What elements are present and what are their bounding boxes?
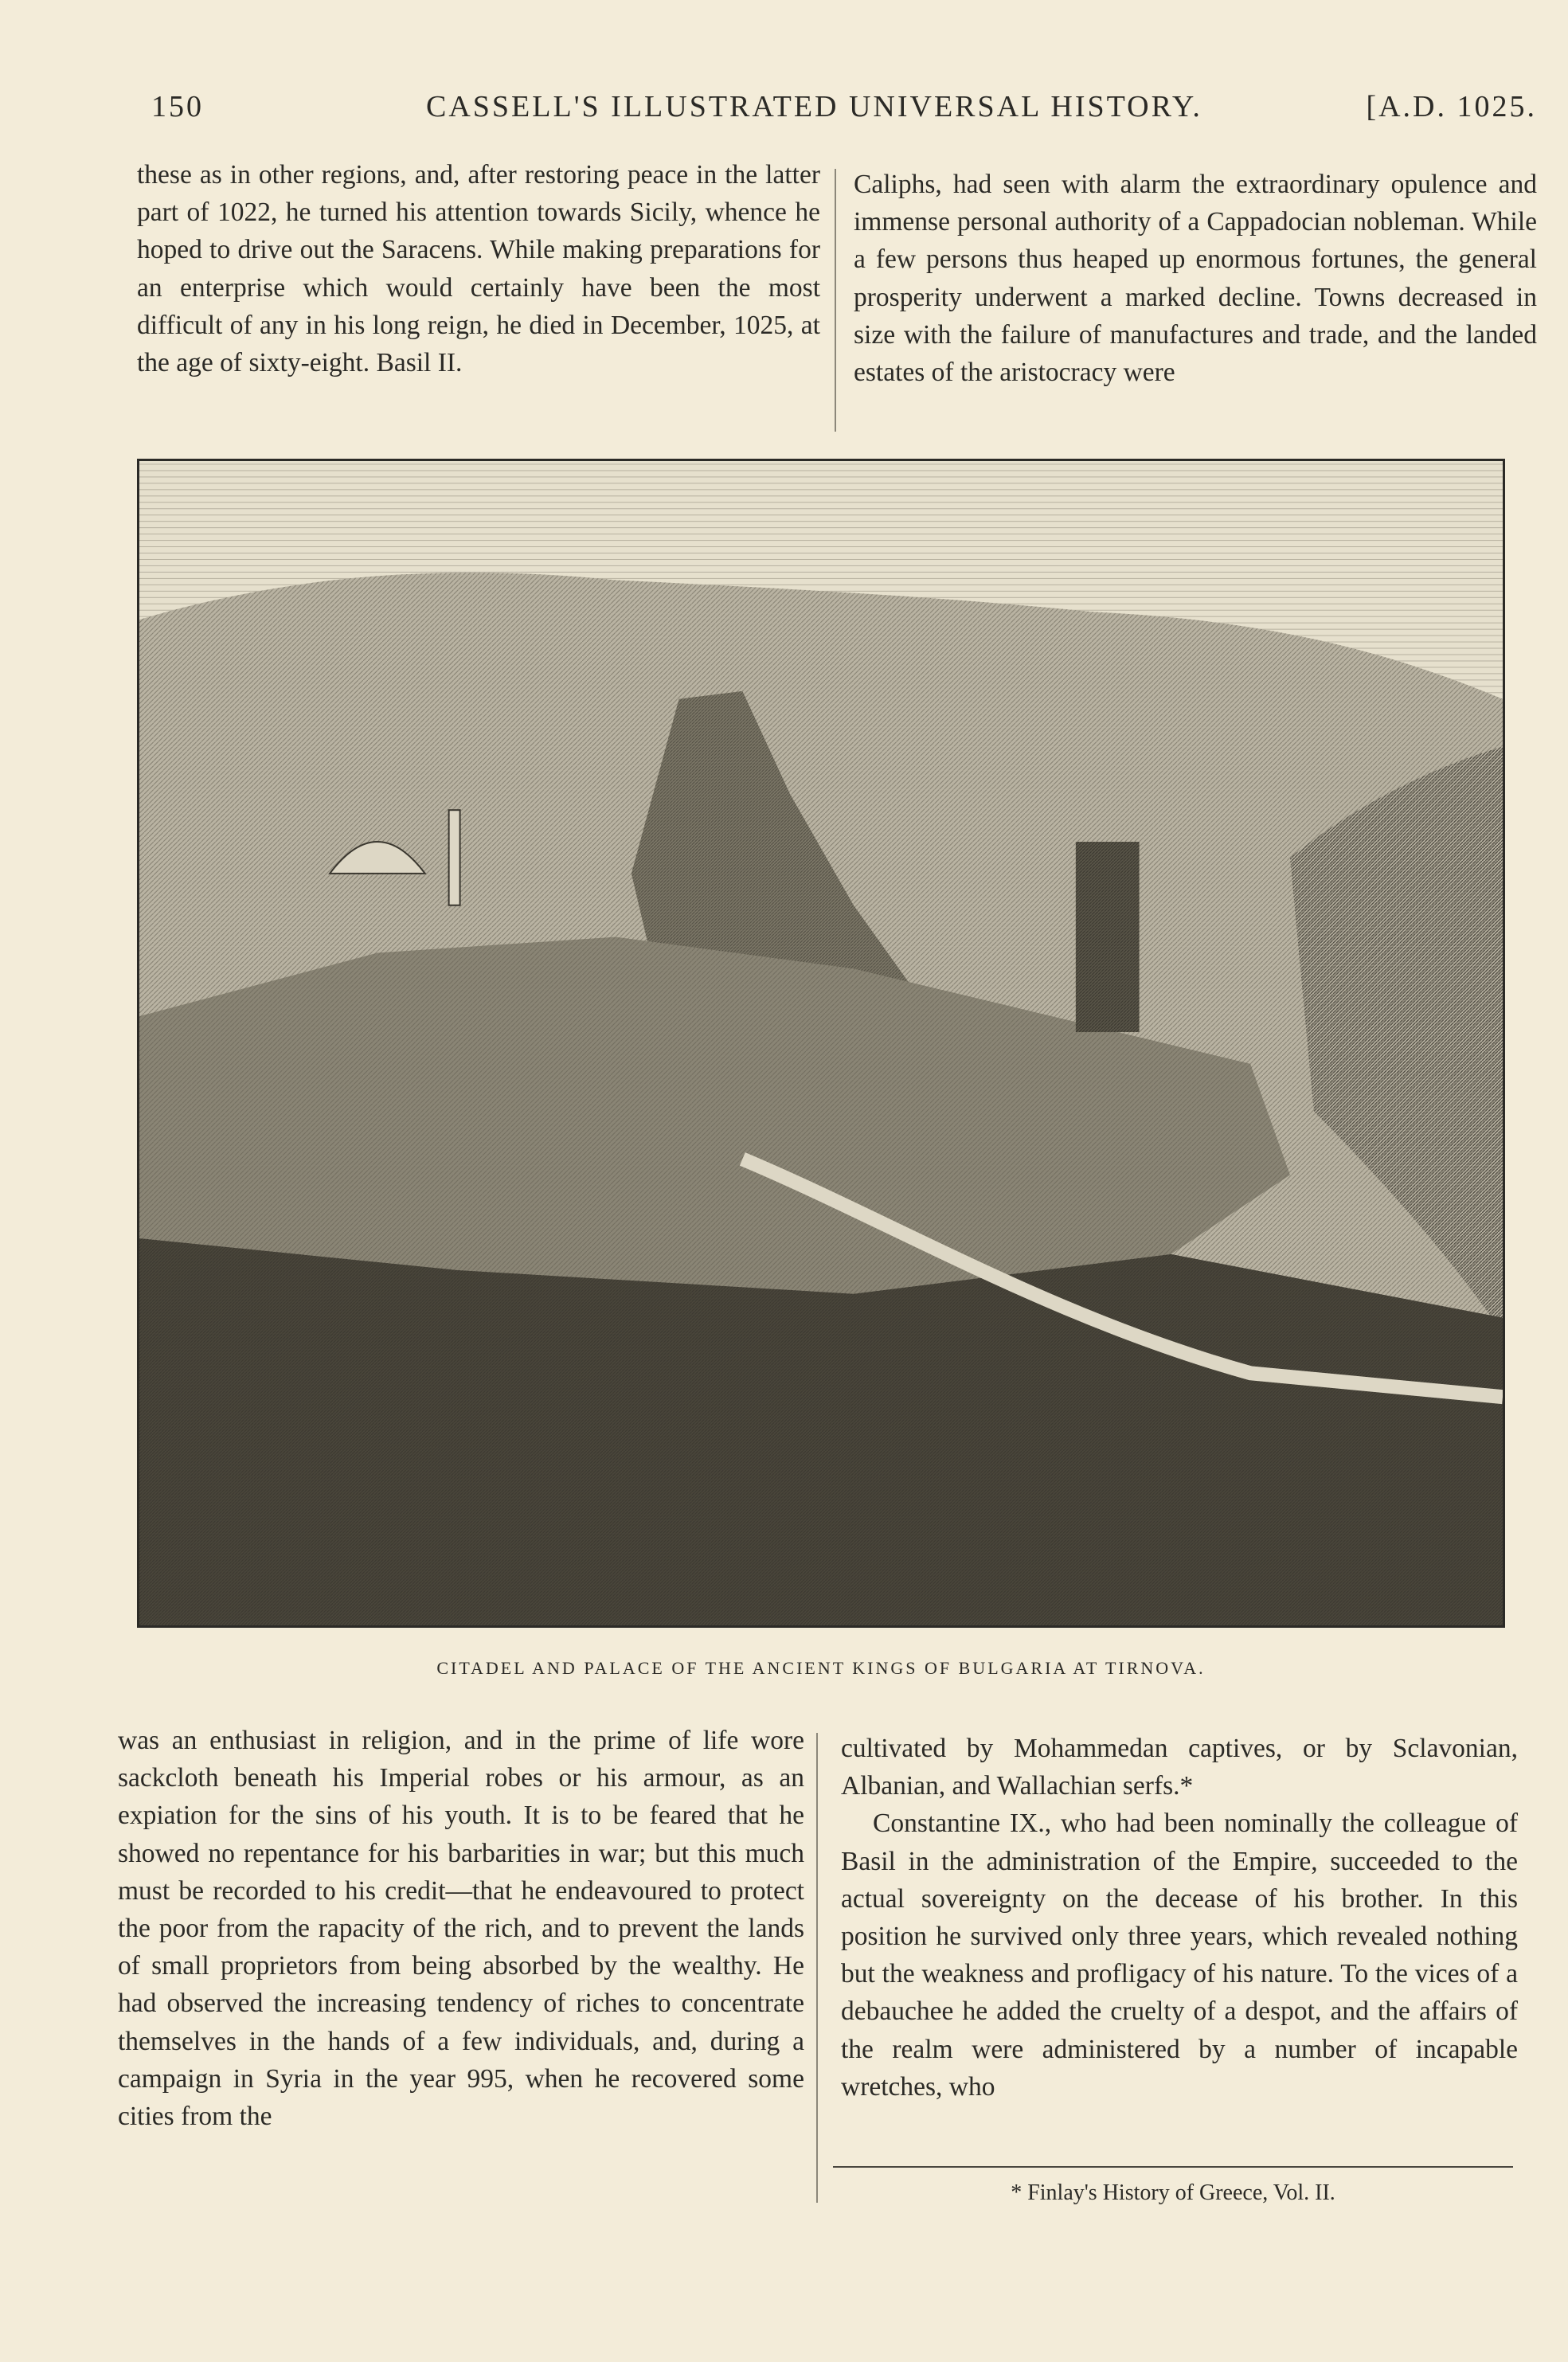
top-right-column: [854, 166, 1537, 391]
paragraph: was an enthusiast in religion, and in the prime of life wore sackcloth beneath his Imperial robes or his armour, as an expiation for the sins of his youth. It is to be feared that he showed no repentance for his barbarities in war; but this much must be recorded to his credit—that he endeavoured to protect the poor from the rapacity of the rich, and to prevent the lands of small proprietors from being absorbed by the wealthy. He had observed the increasing tendency of riches to concentrate themselves in the hands of a few individuals, and, during a campaign in Syria in the year 995, when he recovered some cities from the: [118, 1726, 804, 2132]
footnote: * Finlay's History of Greece, Vol. II.: [1011, 2180, 1335, 2205]
citadel-engraving: [139, 461, 1503, 1625]
paragraph: Caliphs, had seen with alarm the extraordinary opulence and immense personal authority of a Cappadocian nobleman. While a few persons thus heaped up enormous fortunes, the general prosperity underwent a marked decline. Towns decreased in size with the failure of manufactures and trade, and the landed estates of the aristocracy were: [854, 170, 1537, 388]
date-reference: [A.D. 1025.: [1366, 90, 1537, 123]
paragraph: cultivated by Mohammedan captives, or by Sclavonian, Albanian, and Wallachian serfs.*: [841, 1734, 1518, 1801]
page-header: [151, 89, 1537, 137]
bottom-left-column: [118, 1722, 804, 2135]
paragraph: Constantine IX., who had been nominally the colleague of Basil in the administration of the Empire, succeeded to the actual sovereignty on the decease of his brother. In this position he survived only three years, which revealed nothing but the weakness and profligacy of his nature. To the vices of a debauchee he added the cruelty of a despot, and the affairs of the realm were administered by a number of incapable wretches, who: [841, 1809, 1518, 2102]
column-divider: [816, 1733, 818, 2203]
top-left-column: [137, 156, 820, 381]
running-title: CASSELL'S ILLUSTRATED UNIVERSAL HISTORY.: [426, 90, 1202, 123]
paragraph: these as in other regions, and, after restoring peace in the latter part of 1022, he turned his attention towards Sicily, whence he hoped to drive out the Saracens. While making preparations for an enterprise which would certainly have been the most difficult of any in his long reign, he died in December, 1025, at the age of sixty-eight. Basil II.: [137, 160, 820, 378]
bottom-right-column: [841, 1730, 1518, 2106]
page-number: 150: [151, 90, 204, 123]
engraving-illustration: [137, 459, 1505, 1628]
illustration-caption: CITADEL AND PALACE OF THE ANCIENT KINGS OF BULGARIA AT TIRNOVA.: [436, 1658, 1206, 1678]
footnote-rule: [833, 2166, 1513, 2168]
column-divider: [835, 169, 836, 432]
